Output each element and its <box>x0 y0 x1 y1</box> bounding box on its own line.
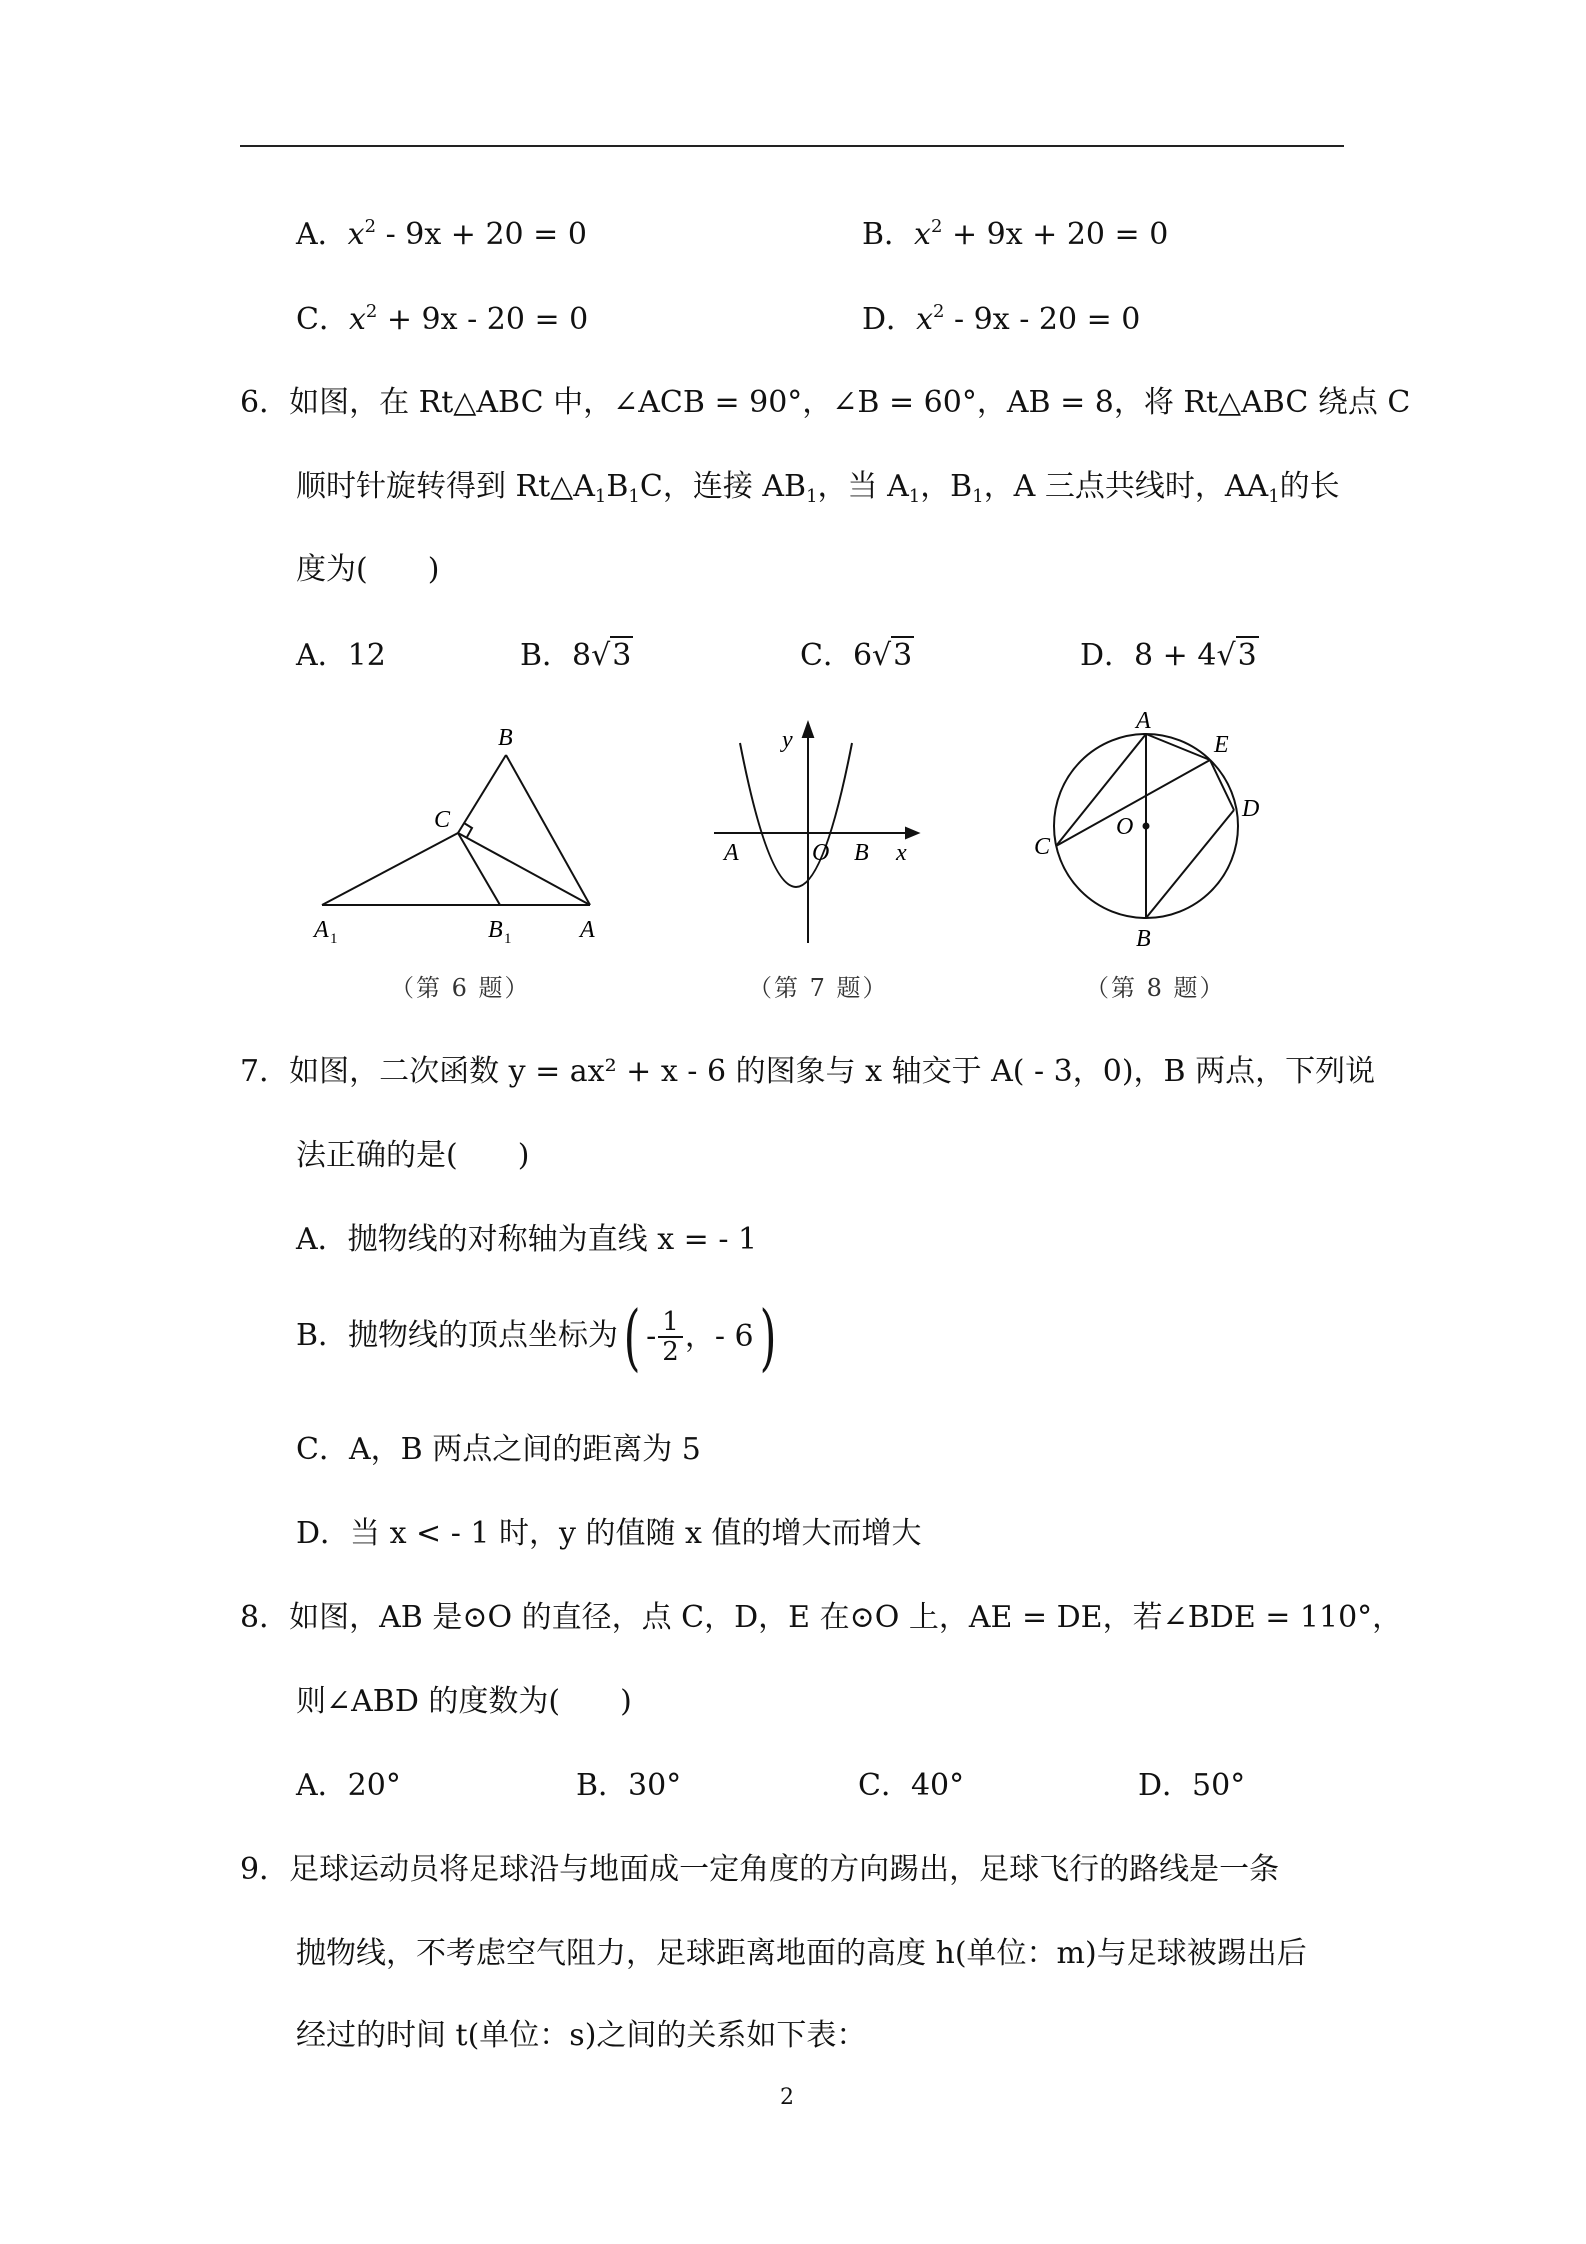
q6-option-a[interactable]: A．12 <box>296 638 386 673</box>
option-text: B．抛物线的顶点坐标为 <box>296 1318 619 1353</box>
q7-line-2: 法正确的是( ) <box>296 1138 530 1173</box>
q7-option-a[interactable]: A．抛物线的对称轴为直线 x = - 1 <box>296 1222 758 1257</box>
q8-line-2: 则∠ABD 的度数为( ) <box>296 1684 632 1719</box>
denominator: 2 <box>662 1337 679 1367</box>
label-b: B <box>1136 926 1151 950</box>
label-a1: A <box>314 917 329 943</box>
question-number: 9． <box>240 1852 290 1887</box>
label-b1-sub: 1 <box>504 931 512 945</box>
q8-option-a[interactable]: A．20° <box>296 1768 401 1803</box>
figure-6-caption: （第 6 题） <box>390 974 531 1002</box>
q7-line-1 <box>240 1052 1375 1092</box>
figure-6-triangle <box>300 715 620 945</box>
page-number: 2 <box>780 2085 794 2110</box>
right-angle-mark <box>464 823 472 837</box>
label-b1: B <box>488 917 503 943</box>
subscript: 1 <box>594 486 607 507</box>
q9-line-3: 经过的时间 t(单位：s)之间的关系如下表： <box>296 2018 867 2053</box>
text-segment: ，B <box>920 469 973 504</box>
sqrt-symbol: √3 <box>1216 638 1257 673</box>
chord-db <box>1146 810 1234 918</box>
label-c: C <box>434 807 451 833</box>
question-text: 足球运动员将足球沿与地面成一定角度的方向踢出，足球飞行的路线是一条 <box>289 1852 1280 1887</box>
option-label: D．8 + 4 <box>1080 638 1217 673</box>
question-text: 如图，二次函数 y = ax² + x - 6 的图象与 x 轴交于 A( - 3，0)，B 两点，下列说 <box>289 1054 1376 1089</box>
radicand: 3 <box>893 638 913 673</box>
q9-line-1 <box>240 1850 1279 1890</box>
text-segment: ，当 A <box>817 469 909 504</box>
q6-option-d[interactable] <box>1080 636 1259 676</box>
expression: + 9x + 20 = 0 <box>942 217 1169 252</box>
subscript: 1 <box>972 486 984 507</box>
q6-line-3: 度为( ) <box>296 552 440 587</box>
label-c: C <box>1034 834 1051 860</box>
label-y: y <box>782 727 793 753</box>
label-o: O <box>1116 814 1134 840</box>
q5-option-c[interactable] <box>296 300 588 340</box>
label-a: A <box>1136 708 1151 734</box>
var-x: x <box>348 302 366 337</box>
edge-a1-c <box>322 833 458 905</box>
coordinate-rest: ，- 6 <box>684 1319 754 1354</box>
question-number: 7． <box>240 1054 290 1089</box>
x-axis-arrow <box>906 828 918 838</box>
subscript: 1 <box>628 486 640 507</box>
chord-ed <box>1210 760 1234 810</box>
label-o: O <box>812 840 830 866</box>
q5-option-b[interactable] <box>862 215 1168 255</box>
expression: - 9x + 20 = 0 <box>376 217 587 252</box>
q8-option-d[interactable]: D．50° <box>1138 1768 1246 1803</box>
subscript: 1 <box>908 486 921 507</box>
question-text: 如图，AB 是⊙O 的直径，点 C，D，E 在⊙O 上，AE = DE，若∠BDE = 110°， <box>289 1600 1403 1635</box>
exponent: 2 <box>930 216 943 237</box>
q8-option-c[interactable]: C．40° <box>858 1768 965 1803</box>
label-b: B <box>854 840 869 866</box>
sqrt-symbol: √3 <box>872 638 913 673</box>
label-e: E <box>1214 732 1229 758</box>
figure-7-caption: （第 7 题） <box>748 974 889 1002</box>
chord-ae <box>1146 734 1210 760</box>
question-number: 8． <box>240 1600 290 1635</box>
label-b: B <box>498 725 513 751</box>
q6-option-c[interactable] <box>800 636 914 676</box>
subscript: 1 <box>806 486 818 507</box>
vertex-coordinate <box>618 1295 782 1379</box>
q6-line-2 <box>296 467 1340 507</box>
label-a: A <box>580 917 595 943</box>
label-x: x <box>896 840 907 866</box>
var-x: x <box>347 217 365 252</box>
fraction <box>658 1308 683 1366</box>
subscript: 1 <box>1268 486 1280 507</box>
option-label: C．6 <box>800 638 873 673</box>
exponent: 2 <box>364 216 377 237</box>
option-label: C． <box>296 302 349 337</box>
question-number: 6． <box>240 385 290 420</box>
label-d: D <box>1242 796 1260 822</box>
expression: + 9x - 20 = 0 <box>377 302 589 337</box>
q5-option-d[interactable] <box>862 300 1140 340</box>
text-segment: 顺时针旋转得到 Rt△A <box>296 469 595 504</box>
text-segment: B <box>606 469 629 504</box>
text-segment: 的长 <box>1279 469 1340 504</box>
parabola-curve <box>740 743 852 887</box>
option-label: B．8 <box>520 638 592 673</box>
text-segment: C，连接 AB <box>639 469 807 504</box>
q6-line-1 <box>240 383 1410 423</box>
figure-8-caption: （第 8 题） <box>1085 974 1226 1002</box>
y-axis-arrow <box>803 723 813 737</box>
label-a1-sub: 1 <box>330 931 338 945</box>
right-bracket: ) <box>759 1295 777 1379</box>
exponent: 2 <box>932 301 945 322</box>
radicand: 3 <box>612 638 632 673</box>
exponent: 2 <box>365 301 378 322</box>
var-x: x <box>914 217 931 252</box>
q9-line-2: 抛物线，不考虑空气阻力，足球距离地面的高度 h(单位：m)与足球被踢出后 <box>296 1936 1307 1971</box>
edge-b-c <box>458 755 506 833</box>
header-rule <box>240 145 1344 147</box>
numerator: 1 <box>658 1308 683 1338</box>
option-label: B． <box>862 217 915 252</box>
minus-sign: - <box>646 1319 657 1354</box>
q7-option-c[interactable]: C．A，B 两点之间的距离为 5 <box>296 1432 701 1467</box>
q5-option-a[interactable] <box>296 215 587 255</box>
q7-option-b[interactable] <box>296 1295 782 1379</box>
left-bracket: ( <box>623 1295 641 1379</box>
option-label: D． <box>862 302 917 337</box>
question-text: 如图，在 Rt△ABC 中，∠ACB = 90°，∠B = 60°，AB = 8，将 Rt△ABC 绕点 C <box>289 385 1411 420</box>
center-dot <box>1143 823 1150 830</box>
q8-line-1 <box>240 1598 1402 1638</box>
figure-7-parabola <box>700 715 930 955</box>
q8-option-b[interactable]: B．30° <box>576 1768 682 1803</box>
figure-8-circle <box>1020 700 1280 950</box>
expression: - 9x - 20 = 0 <box>944 302 1141 337</box>
q6-option-b[interactable] <box>520 636 633 676</box>
var-x: x <box>916 302 933 337</box>
text-segment: ，A 三点共线时，AA <box>983 469 1269 504</box>
q7-option-d[interactable]: D．当 x < - 1 时，y 的值随 x 值的增大而增大 <box>296 1516 922 1551</box>
option-label: A． <box>296 217 348 252</box>
radicand: 3 <box>1237 638 1257 673</box>
sqrt-symbol: √3 <box>591 638 632 673</box>
label-a: A <box>724 840 739 866</box>
